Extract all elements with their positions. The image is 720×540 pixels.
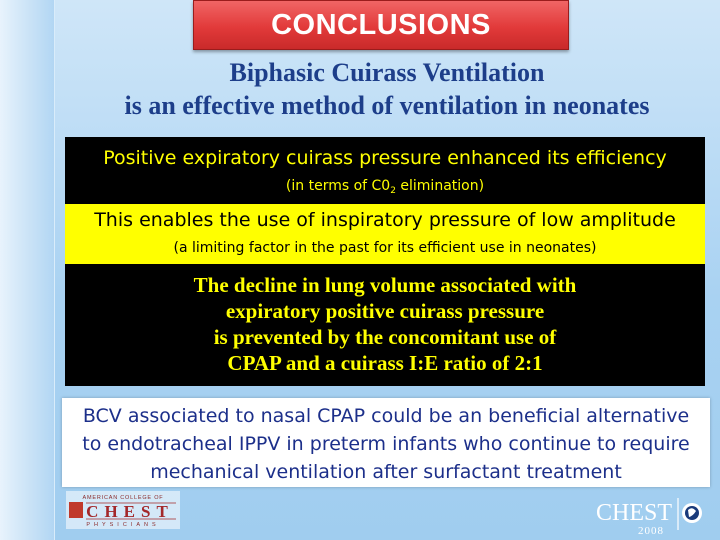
lung-volume-line-4: CPAP and a cuirass I:E ratio of 2:1 bbox=[227, 351, 543, 375]
svg-text:2008: 2008 bbox=[638, 525, 664, 536]
amplitude-note: (a limiting factor in the past for its efficient use in neonates) bbox=[173, 240, 597, 256]
svg-text:PHYSICIANS: PHYSICIANS bbox=[86, 522, 160, 528]
svg-text:CHEST: CHEST bbox=[86, 502, 174, 521]
lung-volume-line-2: expiratory positive cuirass pressure bbox=[225, 299, 545, 323]
svg-text:CHEST: CHEST bbox=[596, 500, 673, 526]
amplitude-box bbox=[65, 204, 705, 264]
chest-2008-logo bbox=[594, 492, 706, 536]
efficiency-box bbox=[65, 137, 705, 204]
conclusion-line-3: mechanical ventilation after surfactant treatment bbox=[150, 461, 622, 483]
svg-text:AMERICAN COLLEGE OF: AMERICAN COLLEGE OF bbox=[82, 495, 164, 501]
conclusion-line-2: to endotracheal IPPV in preterm infants who continue to require bbox=[82, 433, 690, 455]
title-banner bbox=[193, 0, 569, 50]
efficiency-statement: Positive expiratory cuirass pressure enhanced its efficiency bbox=[103, 147, 667, 169]
lung-volume-line-1: The decline in lung volume associated with bbox=[193, 273, 577, 297]
conclusion-line-1: BCV associated to nasal CPAP could be an beneficial alternative bbox=[82, 405, 690, 427]
lung-volume-box bbox=[65, 264, 705, 386]
conclusion-box bbox=[62, 398, 710, 487]
amplitude-statement: This enables the use of inspiratory pressure of low amplitude bbox=[94, 209, 676, 231]
slide-title: CONCLUSIONS bbox=[271, 8, 491, 41]
left-decorative-band bbox=[0, 0, 55, 540]
subtitle-line-2: is an effective method of ventilation in neonates bbox=[124, 91, 650, 120]
accp-logo bbox=[66, 491, 180, 529]
subtitle-line-1: Biphasic Cuirass Ventilation bbox=[229, 58, 545, 87]
lung-volume-line-3: is prevented by the concomitant use of bbox=[213, 325, 557, 349]
conclusion-text bbox=[62, 402, 710, 486]
efficiency-note: (in terms of $C0_2$ elimination) bbox=[285, 178, 485, 196]
lung-volume-text bbox=[65, 272, 705, 376]
